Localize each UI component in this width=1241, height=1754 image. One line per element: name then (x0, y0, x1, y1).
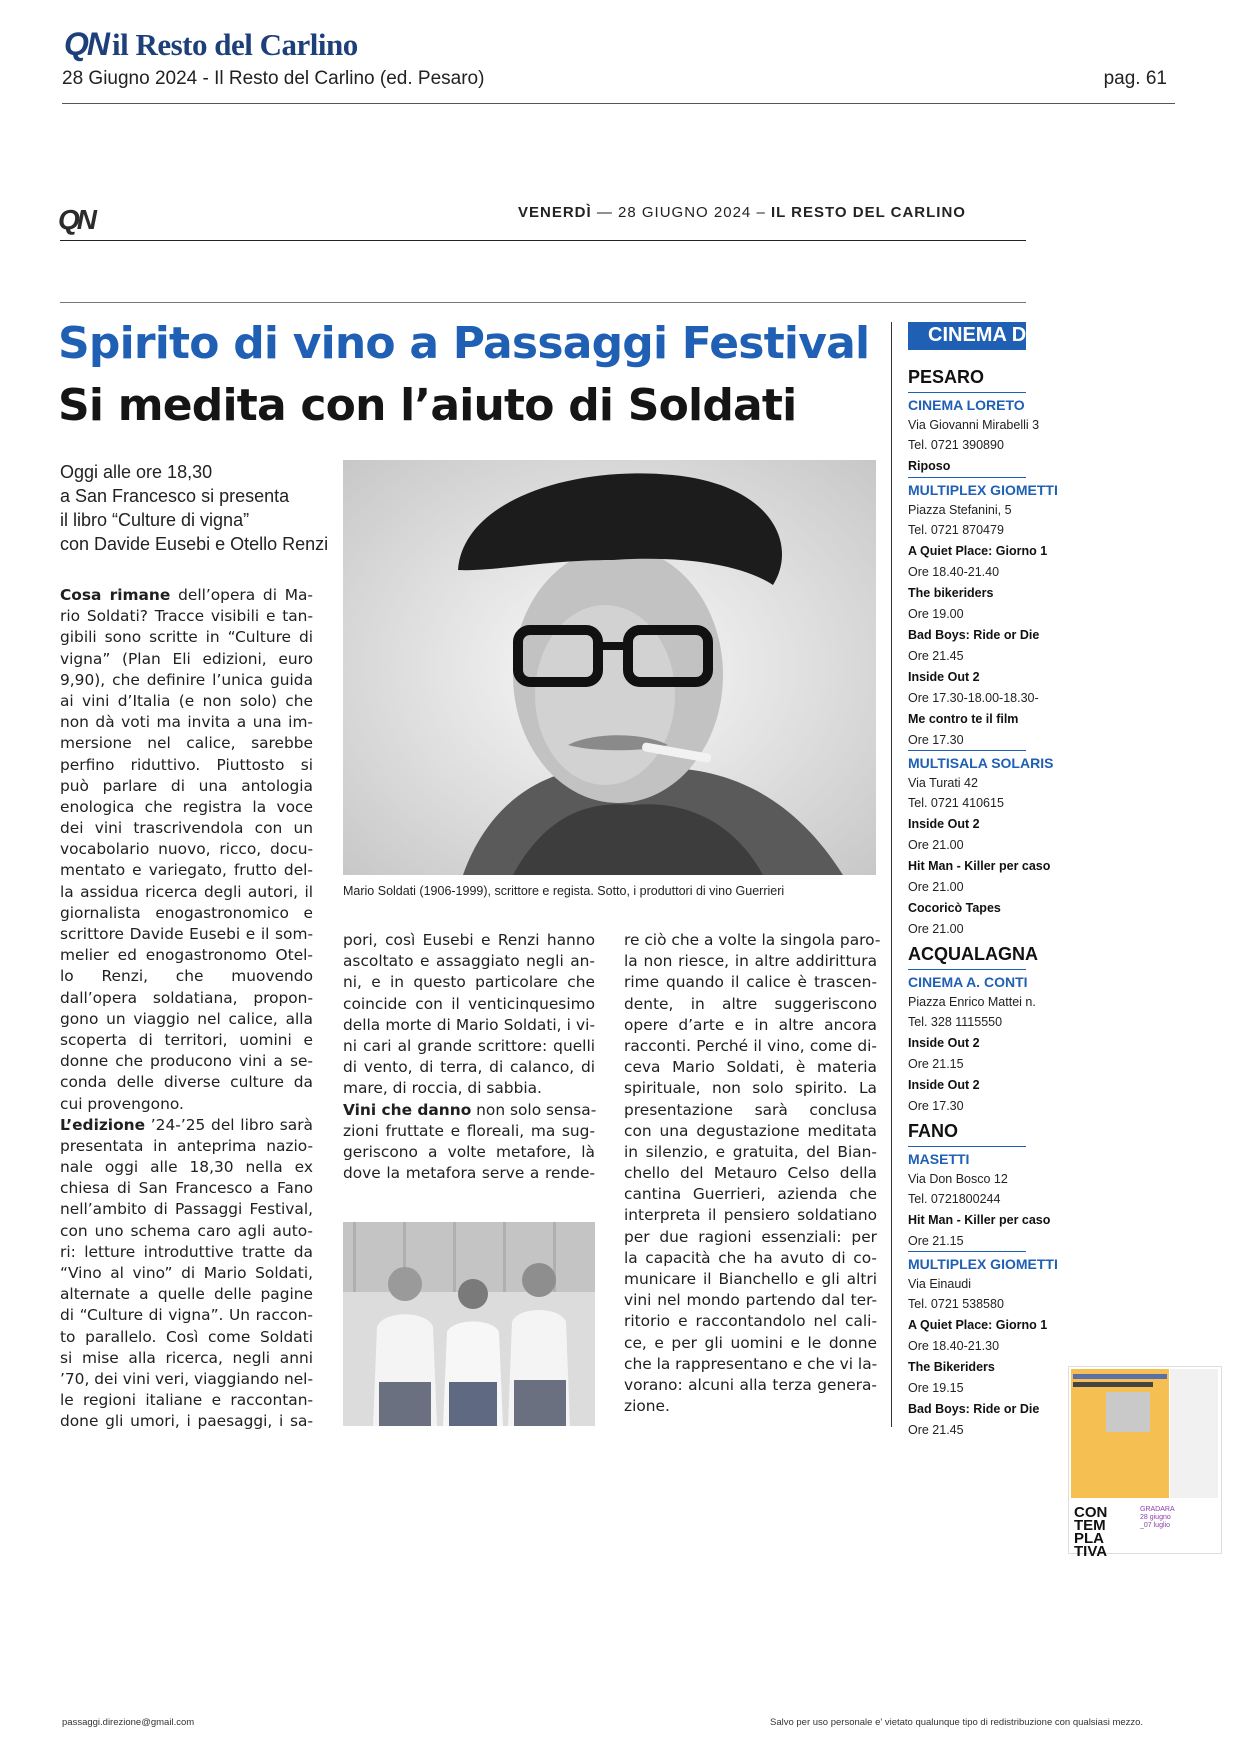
page-header-rule (60, 240, 1026, 241)
text-fragment: non solo sensa- (471, 1100, 597, 1119)
cinema-info: Via Don Bosco 12 (908, 1172, 1008, 1186)
ad-text-line: _07 luglio (1140, 1522, 1170, 1529)
cinema-name: MULTISALA SOLARIS (908, 750, 1026, 773)
footer-email: passaggi.direzione@gmail.com (62, 1717, 195, 1728)
text-line: scoperta di territori, uomini e (60, 1030, 313, 1049)
text-line: ceva Mario Soldati, è materia (624, 1058, 877, 1077)
text-line: per due ragioni essenziali: per (624, 1227, 877, 1246)
text-line: cui provengono. (60, 1094, 184, 1113)
soldati-portrait-photo (343, 460, 876, 875)
text-line: vigna” (Plan Eli edizioni, euro (60, 649, 313, 668)
film-title: Inside Out 2 (908, 670, 980, 684)
cinema-info: Tel. 0721 870479 (908, 523, 1004, 537)
showtime: Ore 17.30 (908, 1099, 964, 1113)
text-line: con uno schema caro agli auto- (60, 1221, 313, 1240)
cinema-info: Via Einaudi (908, 1277, 972, 1291)
text-line: mare, di roccia, di sabbia. (343, 1079, 542, 1098)
qn-mark: QN (58, 204, 94, 235)
showtime: Ore 18.40-21.30 (908, 1339, 1000, 1353)
article-top-rule (60, 302, 1026, 303)
text-line: ’70, dei vini veri, viaggiando nel- (60, 1369, 313, 1388)
cinema-city: FANO (908, 1121, 959, 1141)
text-line: chiesa di San Francesco a Fano (60, 1179, 313, 1198)
text-line (343, 1100, 595, 1121)
text-line: pori, così Eusebi e Renzi hanno (343, 931, 595, 949)
dateline (518, 204, 966, 221)
ad-text-line: GRADARA (1140, 1506, 1175, 1513)
text-line: coincide con il venticinquesimo (343, 994, 595, 1013)
showtime: Ore 21.15 (908, 1057, 964, 1071)
text-line: alternate a quelle delle pagine (60, 1285, 313, 1304)
showtime: Ore 17.30 (908, 733, 964, 747)
showtime: Ore 21.00 (908, 922, 964, 936)
cinema-info: Tel. 328 1115550 (908, 1015, 1003, 1029)
text-line: può parlare di una antologia (60, 776, 313, 795)
text-line (60, 1115, 313, 1136)
text-line (60, 585, 313, 606)
showtime: Ore 21.15 (908, 1234, 964, 1248)
dateline-date: 28 GIUGNO 2024 (618, 204, 752, 221)
text-line: dente, in altre suggeriscono (624, 994, 877, 1013)
text-line: to parallelo. Così come Soldati (60, 1327, 313, 1346)
text-line: presentata in anteprima nazio- (60, 1136, 313, 1155)
thumbnail-ad-logo (1074, 1506, 1107, 1558)
film-title: Bad Boys: Ride or Die (908, 1402, 1040, 1416)
article-subheadline: Si medita con l’aiuto di Soldati (58, 380, 797, 431)
text-line: ni cari al grande scrittore: quelli (343, 1036, 595, 1055)
thumbnail-headline (1073, 1374, 1167, 1379)
cinema-info: Tel. 0721 410615 (908, 796, 1004, 810)
showtime: Ore 21.00 (908, 880, 964, 894)
text-line: nell’ambito di Passaggi Festival, (60, 1200, 313, 1219)
text-line: perfino riduttivo. Piuttosto si (60, 755, 313, 774)
lead-in: L’edizione (60, 1115, 146, 1134)
film-title: Me contro te il film (908, 712, 1019, 726)
cinema-city: ACQUALAGNA (908, 944, 1038, 964)
cinema-banner (908, 322, 1026, 350)
text-line: la non riesce, in altre addirittura (624, 952, 877, 971)
footer-notice: Salvo per uso personale e' vietato qualunque tipo di redistribuzione con qualsiasi mezzo. (770, 1717, 1144, 1728)
film-title: A Quiet Place: Giorno 1 (908, 1318, 1048, 1332)
cinema-name: MASETTI (908, 1146, 1026, 1169)
carlino-logo (64, 26, 358, 60)
text-line: vorano: alcuni alla terza genera- (624, 1375, 877, 1394)
film-title: Hit Man - Killer per caso (908, 859, 1051, 873)
film-title: The bikeriders (908, 586, 994, 600)
film-title: Inside Out 2 (908, 1036, 980, 1050)
text-line: geriscono a volte metafore, là (343, 1142, 595, 1161)
film-title: Inside Out 2 (908, 1078, 980, 1092)
text-line: mersione nel calice, sarebbe (60, 734, 313, 753)
ad-logo-line: CON (1074, 1504, 1108, 1521)
showtime: Ore 17.30-18.00-18.30- (908, 691, 1039, 705)
cinema-listings (908, 362, 1058, 1440)
text-line: nale oggi alle 18,30 nella ex (60, 1158, 313, 1177)
text-line: che la rappresentano e che vi la- (624, 1354, 878, 1373)
text-line: ascoltato e assaggiato negli an- (343, 952, 595, 971)
deck-line: con Davide Eusebi e Otello Renzi (60, 534, 329, 554)
cinema-info: Piazza Enrico Mattei n. (908, 995, 1036, 1009)
thumbnail-photo (1106, 1392, 1150, 1432)
film-title: A Quiet Place: Giorno 1 (908, 544, 1048, 558)
producers-illustration (343, 1222, 595, 1426)
text-line: spirituale, non solo spirito. La (624, 1079, 877, 1098)
text-line: ritorio e raccontandolo nel cali- (624, 1312, 877, 1331)
text-line: mentato e variegato, frutto del- (60, 861, 313, 880)
text-line: melier ed enogastronomo Otel- (60, 946, 313, 965)
text-line: “Vino al vino” di Mario Soldati, (60, 1264, 313, 1282)
article-column-1 (60, 585, 313, 1433)
cinema-name: MULTIPLEX GIOMETTI (908, 1251, 1026, 1274)
text-line: in silenzio, e gratuita, del Bian- (624, 1142, 877, 1161)
film-title: Hit Man - Killer per caso (908, 1213, 1051, 1227)
film-title: Riposo (908, 459, 951, 473)
text-line: ce, e per gli uomini e le donne (624, 1333, 877, 1352)
text-line: ai vini d’Italia (e non solo) che (60, 691, 313, 710)
deck-line: a San Francesco si presenta (60, 486, 290, 506)
article-headline: Spirito di vino a Passaggi Festival (58, 318, 870, 369)
cinema-name: CINEMA LORETO (908, 392, 1026, 415)
text-line: conda delle diverse culture da (60, 1073, 313, 1092)
film-title: The Bikeriders (908, 1360, 995, 1374)
text-line: 9,90), che definire l’unica guida (60, 670, 313, 689)
text-line: dove la metafora serve a rende- (343, 1164, 595, 1183)
cinema-city: PESARO (908, 367, 985, 387)
text-line: chello del Metauro Celso della (624, 1164, 877, 1183)
text-line: vocabolario nuovo, ricco, docu- (60, 840, 313, 859)
text-line: dei vini trascrivendola con un (60, 819, 313, 838)
showtime: Ore 21.45 (908, 1423, 964, 1437)
text-line: zioni fruttate e floreali, ma sug- (343, 1121, 595, 1140)
sidebar-divider (891, 322, 892, 1427)
text-line: non dà voti ma invita a una im- (60, 713, 313, 732)
text-line: di vento, di terra, di calanco, di (343, 1058, 595, 1077)
text-line: donne che producono vini a se- (60, 1052, 313, 1071)
dateline-sep: — (596, 204, 619, 221)
text-line: rio Soldati? Tracce visibili e tan- (60, 607, 313, 626)
text-line: si mise alla ricerca, negli anni (60, 1348, 313, 1367)
dateline-paper: IL RESTO DEL CARLINO (770, 204, 966, 221)
film-title: Bad Boys: Ride or Die (908, 628, 1040, 642)
ad-text-line: 28 giugno (1140, 1514, 1171, 1521)
article-deck (60, 460, 329, 556)
deck-line: Oggi alle ore 18,30 (60, 462, 213, 482)
producers-photo (343, 1222, 595, 1426)
text-line: le regioni italiane e raccontan- (60, 1391, 313, 1410)
text-line: ri: letture introduttive tratte da (60, 1242, 313, 1261)
logo-name: il Resto del Carlino (112, 27, 358, 62)
ad-logo-line: TEM (1074, 1517, 1106, 1534)
dateline-sep2: – (756, 204, 771, 221)
cinema-name: CINEMA A. CONTI (908, 969, 1026, 992)
text-line: presentazione sarà conclusa (624, 1100, 877, 1119)
cinema-info: Via Giovanni Mirabelli 3 (908, 418, 1040, 432)
header-divider (62, 103, 1175, 104)
article-column-2 (343, 930, 595, 1184)
text-line: enologica che registra la voce (60, 797, 313, 816)
text-line: gibili sono scritte in “Culture di (60, 628, 313, 647)
ad-logo-line: PLA (1074, 1530, 1104, 1547)
text-fragment: ’24-’25 del libro sarà (145, 1115, 313, 1134)
showtime: Ore 19.15 (908, 1381, 964, 1395)
thumbnail-article (1071, 1369, 1169, 1498)
text-line: rime quando il calice è trascen- (624, 973, 877, 992)
text-line: zione. (624, 1397, 670, 1416)
film-title: Inside Out 2 (908, 817, 980, 831)
text-line: con una degustazione meditata (624, 1121, 877, 1140)
text-line: municare il Bianchello e gli altri (624, 1270, 877, 1288)
text-line: racconti. Perché il vino, come di- (624, 1036, 877, 1055)
cinema-name: MULTIPLEX GIOMETTI (908, 477, 1026, 500)
text-line: la assidua ricerca degli autori, il (60, 882, 313, 901)
photo-caption: Mario Soldati (1906-1999), scrittore e regista. Sotto, i produttori di vino Guerrieri (343, 884, 785, 898)
text-line: gono un viaggio nel calice, alla (60, 1009, 313, 1028)
cinema-banner-label: CINEMA D (928, 324, 1027, 346)
text-line: opere d’arte e in altre ancora (624, 1015, 877, 1034)
cinema-info: Tel. 0721 538580 (908, 1297, 1004, 1311)
text-line: della morte di Mario Soldati, i vi- (343, 1015, 595, 1034)
lead-in: Vini che danno (343, 1100, 472, 1119)
lead-in: Cosa rimane (60, 586, 171, 604)
text-line: la capacità che ha avuto di co- (624, 1248, 877, 1267)
text-fragment: dell’opera di Ma- (170, 586, 313, 604)
text-line: interpreta il pensiero soldatiano (624, 1206, 877, 1225)
text-line: scrittore Davide Eusebi e il som- (60, 925, 313, 943)
thumbnail-sidebar (1170, 1369, 1218, 1498)
clipping-source-line: 28 Giugno 2024 - Il Resto del Carlino (ed. Pesaro) (62, 68, 485, 89)
logo-qn: QN (64, 26, 108, 62)
thumbnail-subheadline (1073, 1382, 1153, 1387)
showtime: Ore 19.00 (908, 607, 964, 621)
cinema-info: Tel. 0721800244 (908, 1192, 1001, 1206)
text-line: di “Culture di vigna”. Un raccon- (60, 1306, 313, 1325)
text-line: re ciò che a volte la singola paro- (624, 931, 881, 949)
dateline-day: VENERDÌ (518, 204, 592, 221)
clipping-page-number: pag. 61 (1103, 68, 1167, 89)
text-line: ni, e in questo particolare che (343, 973, 595, 992)
portrait-illustration (343, 460, 876, 875)
showtime: Ore 21.00 (908, 838, 964, 852)
text-line: giornalista enogastronomico e (60, 903, 313, 922)
text-line: vini nel mondo partendo dal ter- (624, 1291, 877, 1310)
thumbnail-ad-text (1140, 1506, 1175, 1530)
showtime: Ore 21.45 (908, 649, 964, 663)
ad-logo-line: TIVA (1074, 1543, 1108, 1560)
cinema-info: Piazza Stefanini, 5 (908, 503, 1012, 517)
deck-line: il libro “Culture di vigna” (60, 510, 250, 530)
cinema-info: Via Turati 42 (908, 776, 978, 790)
article-column-3 (624, 930, 881, 1417)
showtime: Ore 18.40-21.40 (908, 565, 1000, 579)
text-line: done gli umori, i paesaggi, i sa- (60, 1412, 313, 1431)
cinema-info: Tel. 0721 390890 (908, 438, 1004, 452)
text-line: lo Renzi, che muovendo (60, 967, 313, 986)
text-line: dall’opera soldatiana, propon- (60, 988, 313, 1007)
film-title: Cocoricò Tapes (908, 901, 1001, 915)
text-line: cantina Guerrieri, azienda che (624, 1185, 877, 1204)
